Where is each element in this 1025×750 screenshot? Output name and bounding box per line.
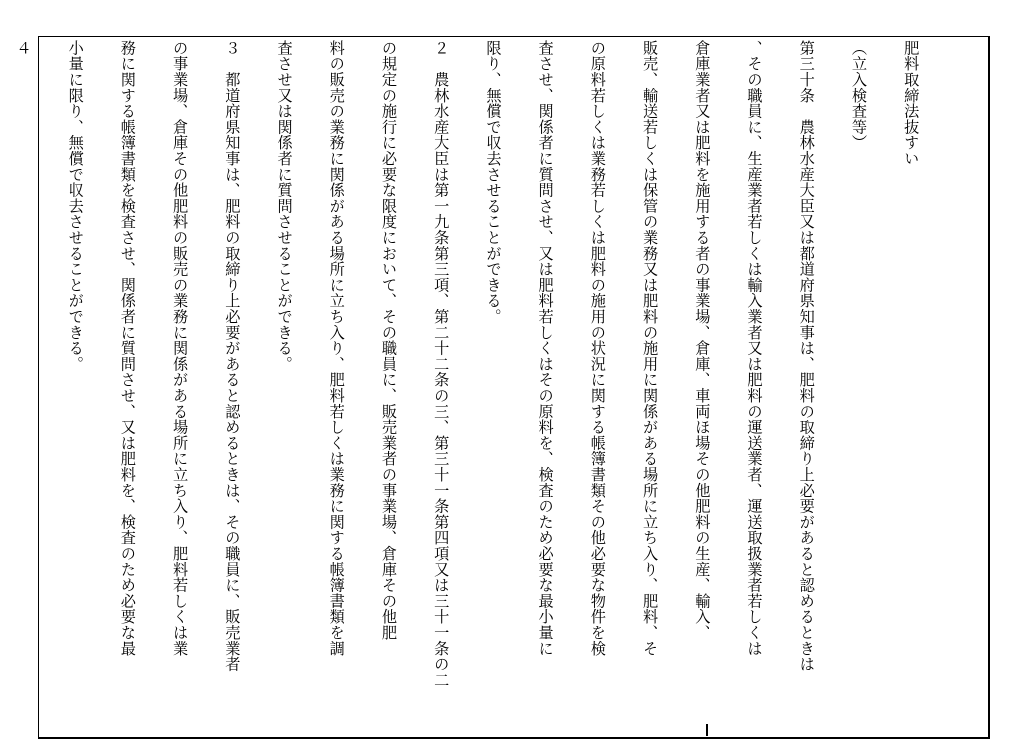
doc-title: 肥料取締法抜すい (902, 40, 921, 167)
article-line: ３ 都道府県知事は、肥料の取締り上必要があると認めるときは、その職員に、販売業者 (223, 40, 242, 672)
article-line: の規定の施行に必要な限度において、その職員に、販売業者の事業場、倉庫その他肥 (380, 40, 398, 641)
document-body (14, 40, 954, 696)
article-line: の事業場、倉庫その他肥料の販売の業務に関係がある場所に立ち入り、肥料若しくは業 (171, 40, 190, 657)
article-line: ４ (14, 40, 33, 56)
article-line: 小量に限り、無償で収去させることができる。 (66, 40, 85, 372)
article-line: 限り、無償で収去させることができる。 (484, 40, 503, 325)
frame-shadow-bottom (38, 737, 990, 739)
section-heading: （立入検査等） (849, 40, 868, 151)
frame-shadow-right (988, 36, 990, 739)
article-line: の原料若しくは業務若しくは肥料の施用の状況に関する帳簿書類その他必要な物件を検 (588, 40, 607, 657)
text-cursor (706, 724, 708, 736)
article-line: 販売、輸送若しくは保管の業務又は肥料の施用に関係がある場所に立ち入り、肥料、そ (641, 40, 660, 657)
article-line: 料の販売の業務に関係がある場所に立ち入り、肥料若しくは業務に関する帳簿書類を調 (327, 40, 346, 657)
article-line: 、その職員に、生産業者若しくは輸入業者又は肥料の運送業者、運送取扱業者若しくは (745, 40, 764, 657)
article-line: 務に関する帳簿書類を検査させ、関係者に質問させ、又は肥料を、検査のため必要な最 (118, 40, 137, 657)
article-line: 第三十条 農林水産大臣又は都道府県知事は、肥料の取締り上必要があると認めるときは (797, 40, 816, 672)
article-line: 査させ又は関係者に質問させることができる。 (275, 40, 294, 372)
article-line: 査させ、関係者に質問させ、又は肥料若しくはその原料を、検査のため必要な最小量に (536, 40, 555, 657)
article-line: ２ 農林水産大臣は第一九条第三項、第二十二条の三、第三十一条第四項又は三十一条の二 (432, 40, 451, 688)
article-line: 倉庫業者又は肥料を施用する者の事業場、倉庫、車両ほ場その他肥料の生産、輸入、 (693, 40, 712, 641)
